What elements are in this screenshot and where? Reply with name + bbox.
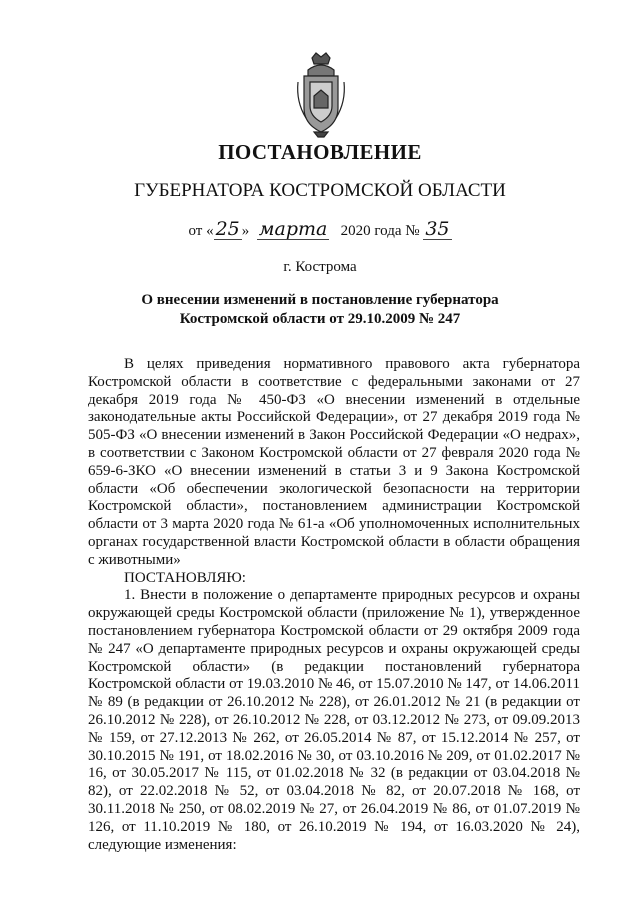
- date-day-suffix: »: [241, 223, 250, 239]
- issuer-subtitle: ГУБЕРНАТОРА КОСТРОМСКОЙ ОБЛАСТИ: [134, 180, 506, 201]
- document-heading: [130, 291, 510, 329]
- heading-line-1: О внесении изменений в постановление губернатора: [141, 292, 499, 308]
- handwritten-number: 35: [425, 218, 450, 240]
- handwritten-month: марта: [258, 218, 328, 240]
- resolve-word: ПОСТАНОВЛЯЮ:: [124, 569, 246, 586]
- handwritten-day: 25: [215, 218, 240, 240]
- page-title: ПОСТАНОВЛЕНИЕ: [218, 140, 422, 164]
- date-year-text: 2020 года №: [340, 223, 420, 239]
- heading-line-2: Костромской области от 29.10.2009 № 247: [179, 311, 461, 327]
- document-body: [88, 356, 580, 854]
- city-line: г. Кострома: [283, 259, 357, 275]
- preamble-paragraph: В целях приведения нормативного правового акта губернатора Костромской области в соответствие с федеральными законами от 27 декабря 2019 года № 450-ФЗ «О внесении изменений в отдельные законодательные акты Российской Федерации», от 27 декабря 2019 года № 505-ФЗ «О внесении изменений в Закон Российской Федерации «О недрах», в соответствии с Законом Костромской области от 27 февраля 2020 года № 659-6-ЗКО «О внесении изменений в статьи 3 и 9 Закона Костромской области «Об обеспечении экологической безопасности на территории Костромской области», постановлением администрации Костромской области от 3 марта 2020 года № 61-а «Об уполномоченных исполнительных органах государственной власти Костромской области в области обращения с животными»: [88, 356, 580, 568]
- coat-of-arms-icon: [294, 52, 348, 138]
- date-prefix: от «: [188, 223, 214, 239]
- date-line: [0, 219, 640, 240]
- item-1-paragraph: 1. Внести в положение о департаменте природных ресурсов и охраны окружающей среды Костромской области (приложение № 1), утвержденное постановлением губернатора Костромской области от 29 октября 2009 года № 247 «О департаменте природных ресурсов и охраны окружающей среды Костромской области» (в редакции постановлений губернатора Костромской области от 19.03.2010 № 46, от 15.07.2010 № 147, от 14.06.2011 № 89 (в редакции от 26.10.2012 № 228), от 26.01.2012 № 21 (в редакции от 26.10.2012 № 228), от 26.10.2012 № 228, от 03.12.2012 № 273, от 09.09.2013 № 159, от 27.12.2013 № 262, от 26.05.2014 № 87, от 15.12.2014 № 257, от 30.10.2015 № 191, от 18.02.2016 № 30, от 03.10.2016 № 209, от 01.02.2017 № 16, от 30.05.2017 № 115, от 01.02.2018 № 32 (в редакции от 03.04.2018 № 82), от 22.02.2018 № 52, от 03.04.2018 № 82, от 20.07.2018 № 168, от 30.11.2018 № 250, от 08.02.2019 № 27, от 26.04.2019 № 86, от 01.07.2019 № 126, от 11.10.2019 № 180, от 26.10.2019 № 194, от 16.03.2020 № 24), следующие изменения:: [88, 587, 580, 853]
